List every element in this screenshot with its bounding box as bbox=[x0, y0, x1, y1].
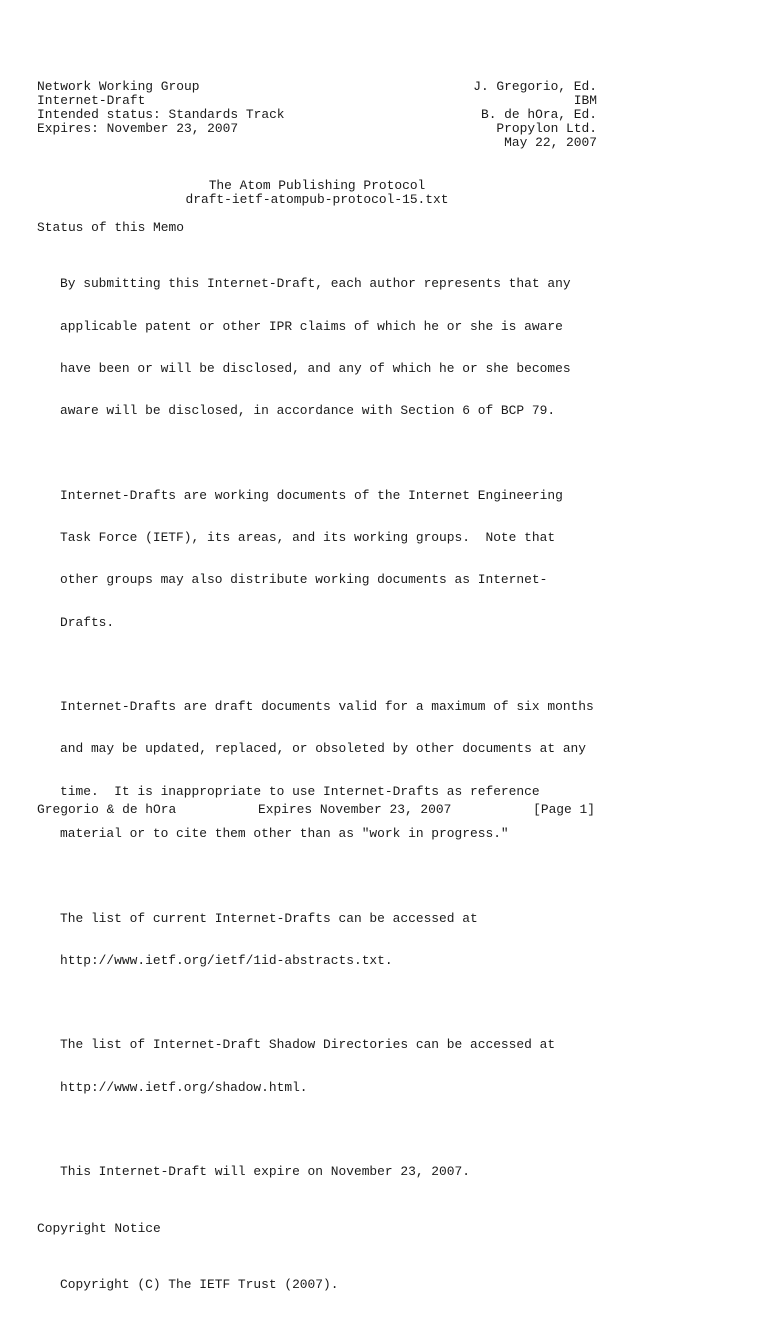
footer-page-number: [Page 1] bbox=[533, 802, 595, 817]
header-row bbox=[37, 108, 597, 122]
page-footer bbox=[37, 803, 595, 817]
paragraph-line: and may be updated, replaced, or obsoleted by other documents at any bbox=[60, 741, 587, 757]
document-title bbox=[37, 179, 597, 207]
copyright-text: Copyright (C) The IETF Trust (2007). bbox=[60, 1276, 339, 1292]
paragraph-line: This Internet-Draft will expire on November 23, 2007. bbox=[60, 1164, 470, 1180]
paragraph-line: The list of Internet-Draft Shadow Directories can be accessed at bbox=[60, 1037, 556, 1053]
title-filename: draft-ietf-atompub-protocol-15.txt bbox=[185, 191, 449, 207]
paragraph-line: applicable patent or other IPR claims of which he or she is aware bbox=[60, 318, 563, 334]
paragraph-line: Internet-Drafts are working documents of the Internet Engineering bbox=[60, 487, 563, 503]
section-heading-status: Status of this Memo bbox=[37, 219, 184, 235]
paragraph-line: have been or will be disclosed, and any of which he or she becomes bbox=[60, 360, 571, 376]
header-right-text: J. Gregorio, Ed. bbox=[473, 79, 597, 94]
footer-expires: Expires November 23, 2007 bbox=[257, 802, 452, 817]
paragraph-line: time. It is inappropriate to use Internet-Drafts as reference bbox=[60, 783, 540, 799]
paragraph bbox=[60, 249, 597, 446]
header-left-text: Intended status: Standards Track bbox=[37, 107, 285, 123]
header-right-text: IBM bbox=[573, 93, 597, 109]
header-left-text: Expires: November 23, 2007 bbox=[37, 121, 239, 137]
header-row bbox=[37, 122, 597, 136]
paragraph bbox=[60, 1250, 597, 1320]
paragraph-line: other groups may also distribute working documents as Internet- bbox=[60, 572, 548, 588]
title-line: The Atom Publishing Protocol bbox=[208, 177, 426, 193]
paragraph-line: http://www.ietf.org/ietf/1id-abstracts.txt. bbox=[60, 952, 393, 968]
header-row bbox=[37, 94, 597, 108]
paragraph bbox=[60, 1010, 597, 1123]
paragraph-line: By submitting this Internet-Draft, each author represents that any bbox=[60, 276, 571, 292]
header-block bbox=[37, 80, 597, 150]
header-right-text: May 22, 2007 bbox=[504, 135, 597, 151]
header-row bbox=[37, 80, 597, 94]
paragraph bbox=[60, 461, 597, 658]
paragraph-line: Internet-Drafts are draft documents valid for a maximum of six months bbox=[60, 699, 594, 715]
header-left-text: Internet-Draft bbox=[37, 93, 146, 109]
paragraph-line: material or to cite them other than as "work in progress." bbox=[60, 825, 509, 841]
section-heading-copyright: Copyright Notice bbox=[37, 1220, 161, 1236]
paragraph-line: http://www.ietf.org/shadow.html. bbox=[60, 1079, 308, 1095]
paragraph-line: The list of current Internet-Drafts can be accessed at bbox=[60, 910, 478, 926]
footer-authors: Gregorio & de hOra bbox=[37, 802, 177, 817]
header-left-text: Network Working Group bbox=[37, 79, 200, 94]
paragraph-line: Task Force (IETF), its areas, and its working groups. Note that bbox=[60, 530, 556, 545]
paragraph bbox=[60, 672, 597, 869]
paragraph bbox=[60, 883, 597, 996]
paragraph bbox=[60, 1137, 597, 1207]
header-row bbox=[37, 136, 597, 150]
document-page bbox=[37, 80, 597, 1320]
header-right-text: B. de hOra, Ed. bbox=[480, 107, 597, 123]
header-right-text: Propylon Ltd. bbox=[496, 121, 597, 137]
paragraph-line: aware will be disclosed, in accordance with Section 6 of BCP 79. bbox=[60, 403, 556, 419]
paragraph-line: Drafts. bbox=[60, 614, 115, 630]
